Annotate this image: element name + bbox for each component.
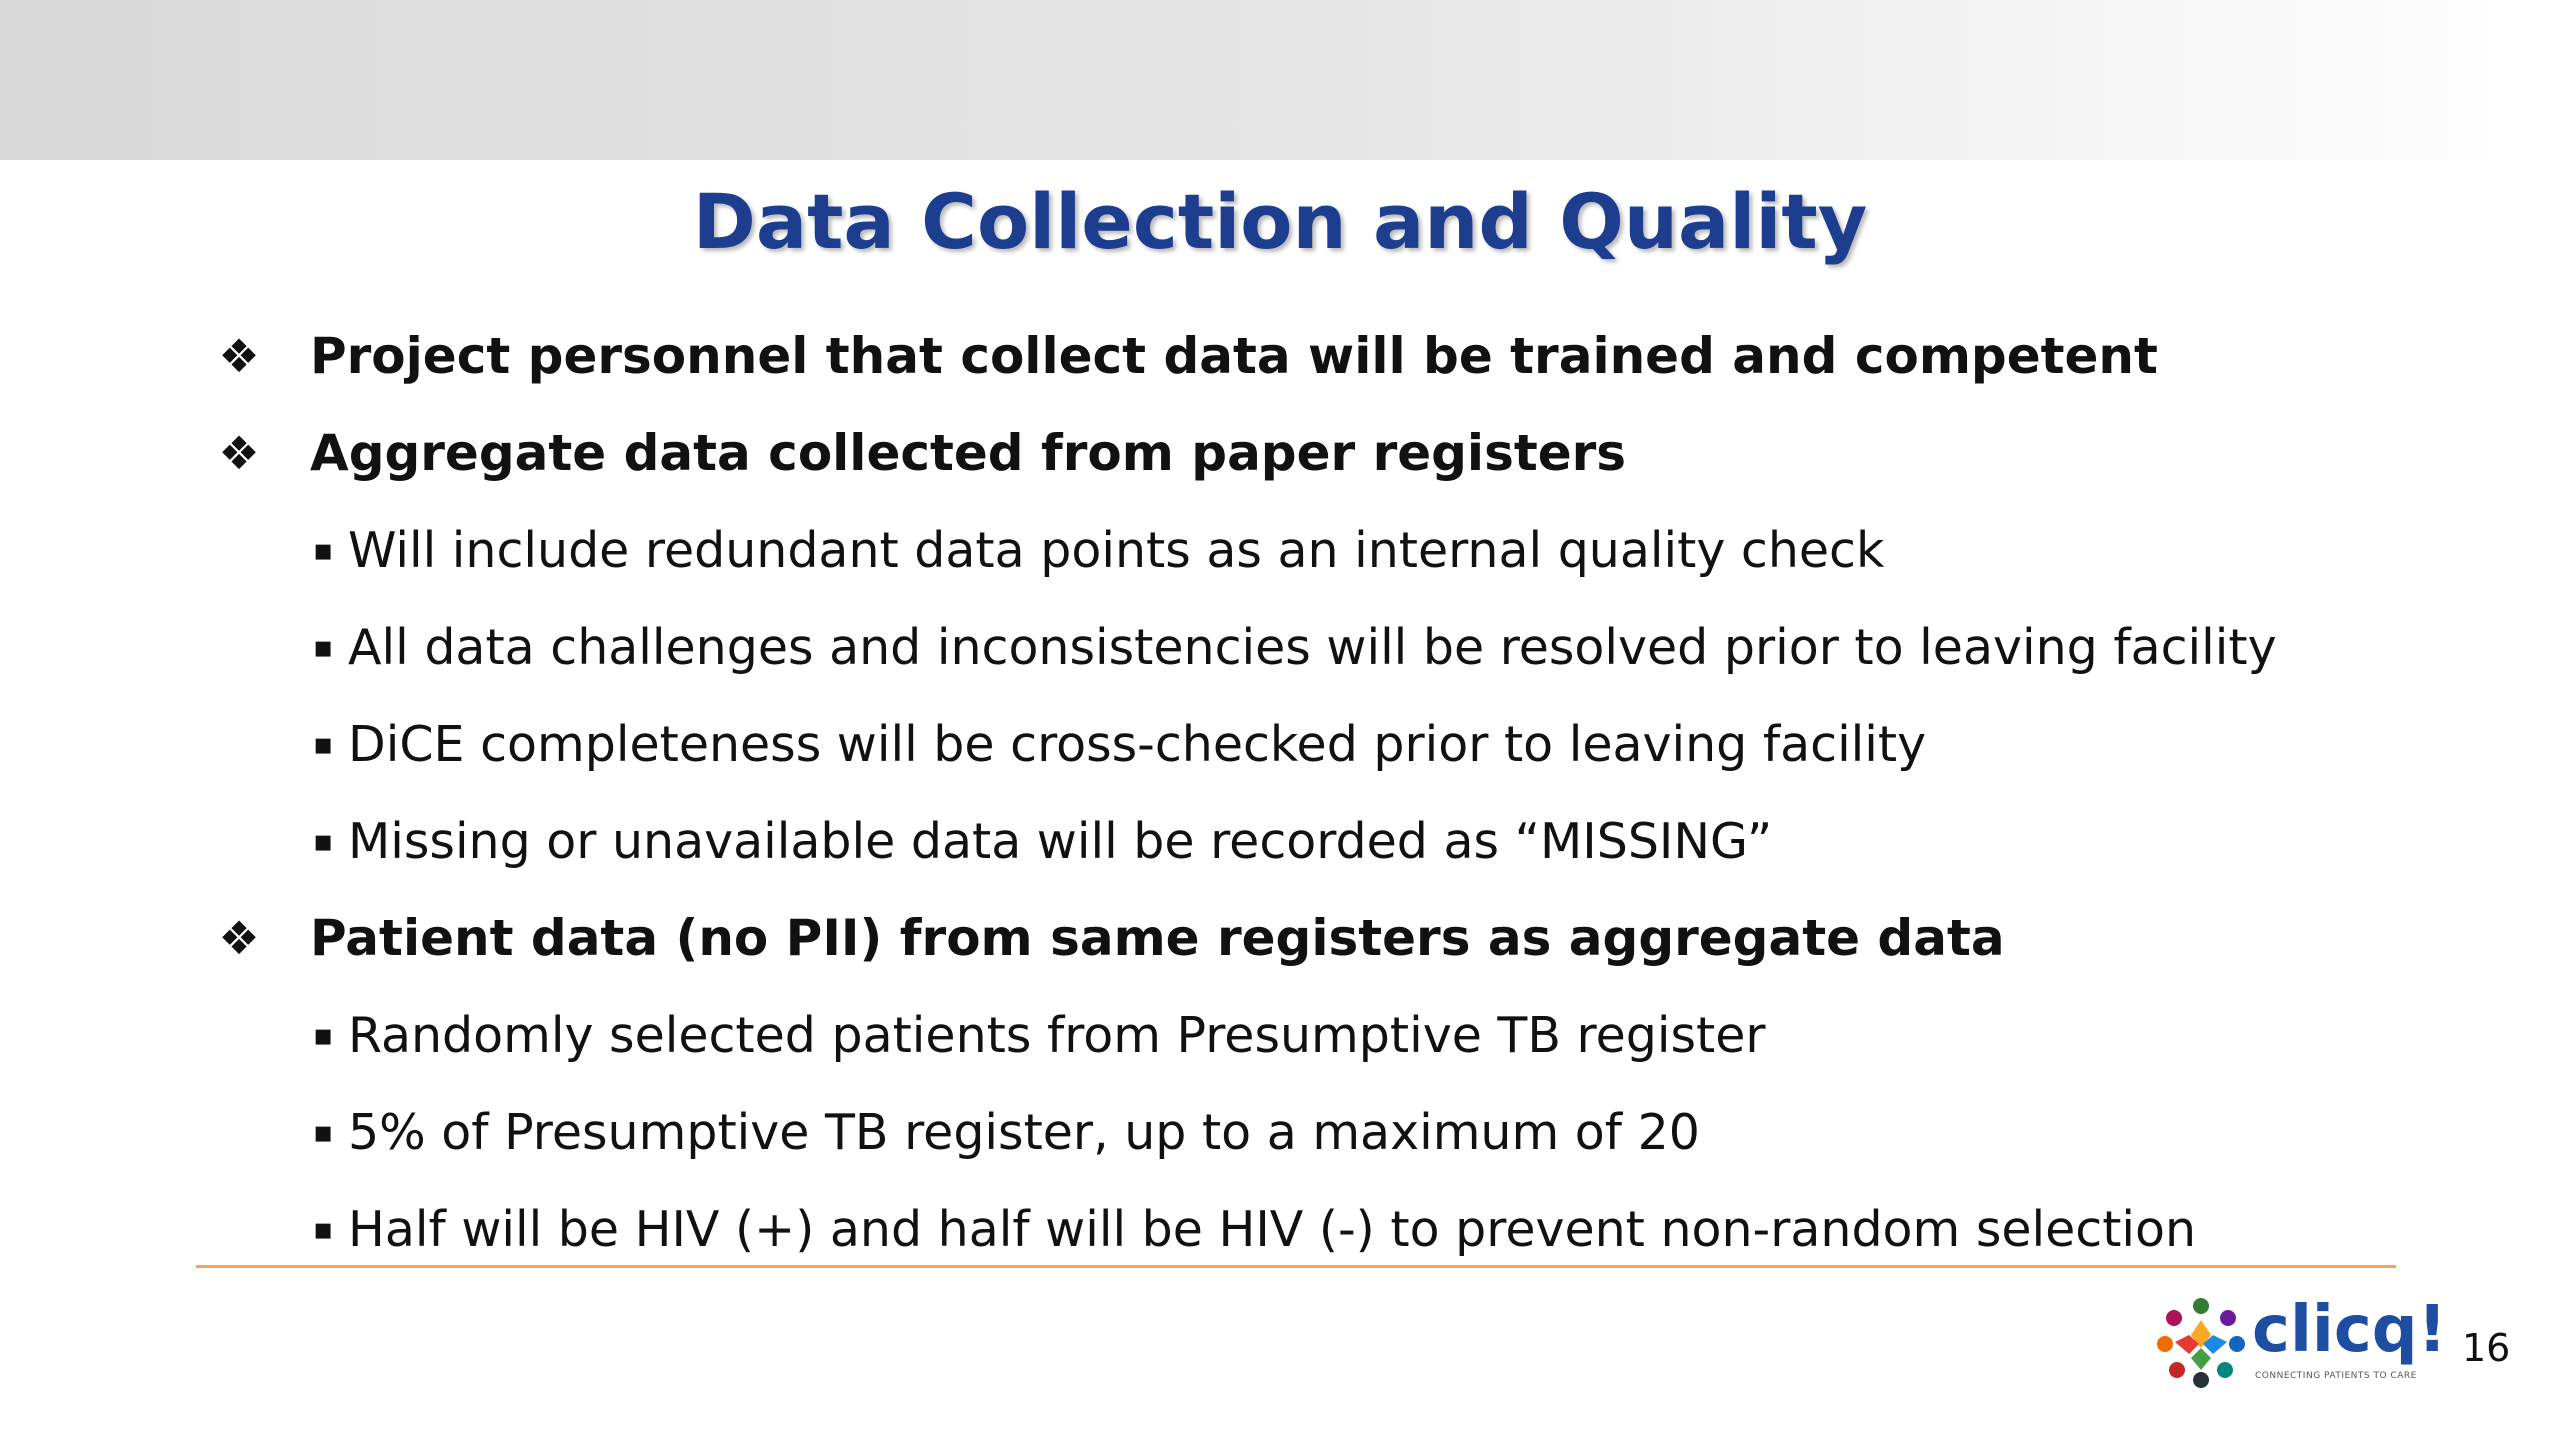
diamond-bullet-icon: ❖ [218, 329, 260, 383]
square-bullet-icon: ▪ [313, 533, 334, 568]
square-bullet-icon: ▪ [313, 1018, 334, 1053]
bullet-text: 5% of Presumptive TB register, up to a maximum of 20 [348, 1104, 1700, 1161]
logo-wordmark: clicq! [2252, 1293, 2447, 1367]
bullet-text: Project personnel that collect data will be trained and competent [310, 327, 2158, 385]
header-band [0, 0, 2560, 160]
slide-title: Data Collection and Quality [692, 177, 1868, 266]
diamond-bullet-icon: ❖ [218, 911, 260, 965]
bullet-text: DiCE completeness will be cross-checked prior to leaving facility [348, 716, 1927, 773]
bullet-text: All data challenges and inconsistencies will be resolved prior to leaving facility [348, 619, 2277, 676]
bullet-text: Randomly selected patients from Presumptive TB register [348, 1007, 1766, 1064]
people-circle-logo-icon [2155, 1292, 2247, 1392]
bullet-text: Patient data (no PII) from same registers as aggregate data [310, 909, 2005, 967]
bullet-text: Aggregate data collected from paper registers [310, 424, 1627, 482]
logo-tagline: CONNECTING PATIENTS TO CARE [2255, 1371, 2417, 1381]
clicq-logo [2155, 1292, 2447, 1392]
square-bullet-icon: ▪ [313, 824, 334, 859]
bullet-text: Half will be HIV (+) and half will be HIV (-) to prevent non-random selection [348, 1201, 2197, 1258]
square-bullet-icon: ▪ [313, 1115, 334, 1150]
bullet-text: Will include redundant data points as an internal quality check [348, 522, 1885, 579]
square-bullet-icon: ▪ [313, 727, 334, 762]
square-bullet-icon: ▪ [313, 1212, 334, 1247]
footer-divider [196, 1265, 2396, 1268]
page-number: 16 [2462, 1326, 2511, 1370]
square-bullet-icon: ▪ [313, 630, 334, 665]
diamond-bullet-icon: ❖ [218, 426, 260, 480]
bullet-text: Missing or unavailable data will be recorded as “MISSING” [348, 813, 1773, 870]
